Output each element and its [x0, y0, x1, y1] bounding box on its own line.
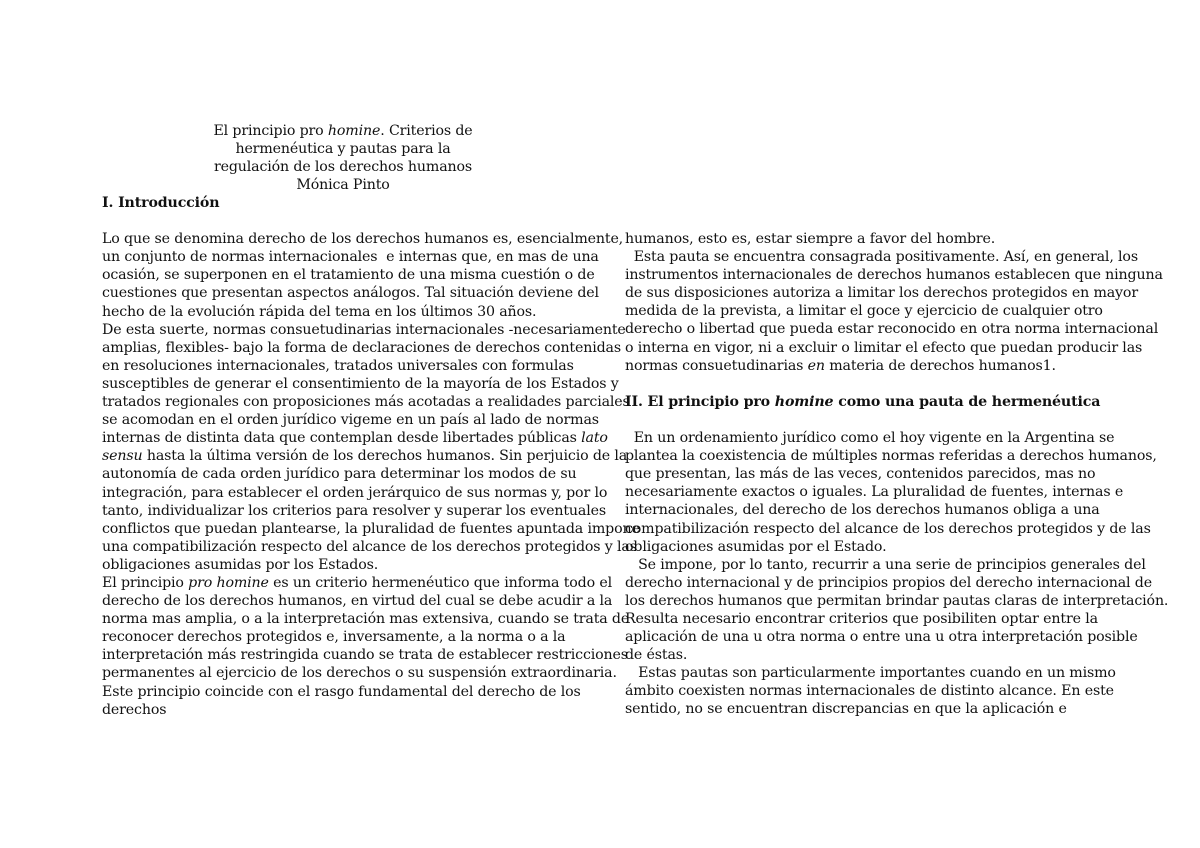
heading-text: como una pauta de hermenéutica [833, 393, 1101, 410]
text-line: Se impone, por lo tanto, recurrir a una serie de principios generales del [625, 556, 1146, 573]
paragraph-block [625, 429, 1169, 719]
document-title-block [200, 122, 486, 194]
blank-line [102, 212, 580, 230]
text-line: De esta suerte, normas consuetudinarias internacionales -necesariamente [102, 321, 626, 338]
text-line: derecho de los derechos humanos, en virtud del cual se debe acudir a la [102, 593, 613, 610]
text-line: derecho internacional y de principios propios del derecho internacional de [625, 574, 1152, 591]
text-line: obligaciones asumidas por el Estado. [625, 538, 887, 555]
text-line: autonomía de cada orden jurídico para determinar los modos de su [102, 466, 577, 483]
italic-text: en [807, 357, 825, 374]
title-text: El principio pro [213, 123, 328, 139]
text-span: es un criterio hermenéutico que informa todo el [268, 574, 612, 591]
text-line: conflictos que puedan plantearse, la pluralidad de fuentes apuntada impone [102, 520, 640, 537]
italic-text: lato [581, 430, 608, 447]
text-line: aplicación de una u otra norma o entre una u otra interpretación posible [625, 629, 1138, 646]
paragraph-block [102, 592, 630, 719]
text-line: internacionales, del derecho de los derechos humanos obliga a una [625, 502, 1100, 519]
italic-text: pro homine [188, 574, 269, 591]
text-line: necesariamente exactos o iguales. La pluralidad de fuentes, internas e [625, 484, 1124, 501]
text-line: norma mas amplia, o a la interpretación mas extensiva, cuando se trata de [102, 611, 630, 628]
text-line: derecho o libertad que pueda estar reconocido en otra norma internacional [625, 321, 1159, 338]
title-italic-text: homine [327, 123, 381, 139]
text-line: amplias, flexibles- bajo la forma de declaraciones de derechos contenidas [102, 339, 621, 356]
text-line: sentido, no se encuentran discrepancias en que la aplicación e [625, 701, 1067, 718]
text-line: Esta pauta se encuentra consagrada positivamente. Así, en general, los [625, 249, 1138, 266]
text-line: instrumentos internacionales de derechos humanos establecen que ninguna [625, 267, 1163, 284]
text-line: integración, para establecer el orden jerárquico de sus normas y, por lo [102, 484, 608, 501]
text-line [102, 447, 628, 465]
text-span: El principio [102, 574, 189, 591]
text-line: o interna en vigor, ni a excluir o limitar el efecto que puedan producir las [625, 339, 1143, 356]
text-line: cuestiones que presentan aspectos análogos. Tal situación deviene del [102, 285, 599, 302]
paragraph-block [102, 230, 630, 429]
text-line: Resulta necesario encontrar criterios que posibiliten optar entre la [625, 610, 1098, 627]
text-line: reconocer derechos protegidos e, inversamente, a la norma o a la [102, 629, 566, 646]
paragraph-block [102, 465, 640, 574]
text-line: interpretación más restringida cuando se trata de establecer restricciones [102, 647, 628, 664]
text-line: tanto, individualizar los criterios para resolver y superar los eventuales [102, 502, 606, 519]
text-line [625, 357, 1103, 375]
text-line: en resoluciones internacionales, tratados universales con formulas [102, 357, 574, 374]
right-column [625, 230, 1169, 719]
text-line: En un ordenamiento jurídico como el hoy vigente en la Argentina se [625, 430, 1115, 447]
text-line: que presentan, las más de las veces, contenidos parecidos, mas no [625, 466, 1096, 483]
text-line: una compatibilización respecto del alcance de los derechos protegidos y las [102, 538, 637, 555]
heading-italic-text: homine [774, 393, 834, 410]
text-line: los derechos humanos que permitan brindar pautas claras de interpretación. [625, 592, 1169, 609]
text-line [102, 574, 612, 592]
text-line: humanos, esto es, estar siempre a favor del hombre. [625, 231, 996, 247]
italic-text: sensu [102, 448, 143, 465]
text-line: medida de la prevista, a limitar el goce y ejercicio de cualquier otro [625, 303, 1103, 320]
section-heading-introduccion: I. Introducción [102, 195, 220, 211]
text-line: tratados regionales con proposiciones más acotadas a realidades parciales [102, 394, 630, 411]
document-title-line-3: regulación de los derechos humanos [213, 159, 473, 176]
text-line: obligaciones asumidas por los Estados. [102, 556, 379, 573]
paragraph-block [625, 230, 1163, 357]
text-line: ocasión, se superponen en el tratamiento de una misma cuestión o de [102, 267, 595, 284]
text-span: hasta la última versión de los derechos humanos. Sin perjuicio de la [142, 448, 628, 465]
title-text: . Criterios de [380, 123, 473, 139]
text-span: internas de distinta data que contemplan desde libertades públicas [102, 430, 582, 447]
text-line: de éstas. [625, 647, 688, 664]
document-author: Mónica Pinto [296, 177, 390, 194]
document-title-line-2: hermenéutica y pautas para la [235, 141, 451, 158]
text-line: plantea la coexistencia de múltiples normas referidas a derechos humanos, [625, 448, 1157, 465]
text-line: se acomodan en el orden jurídico vigeme en un país al lado de normas [102, 412, 599, 429]
text-line: Estas pautas son particularmente importantes cuando en un mismo [625, 665, 1116, 682]
text-line: de sus disposiciones autoriza a limitar los derechos protegidos en mayor [625, 285, 1138, 302]
text-line: derechos [102, 701, 167, 718]
text-line: compatibilización respecto del alcance de los derechos protegidos y de las [625, 520, 1151, 537]
text-line: permanentes al ejercicio de los derechos o su suspensión extraordinaria. [102, 665, 617, 682]
blank-line [625, 375, 1103, 393]
text-line: hecho de la evolución rápida del tema en los últimos 30 años. [102, 303, 537, 320]
text-line: Lo que se denomina derecho de los derechos humanos es, esencialmente, [102, 231, 624, 248]
heading-text: II. El principio pro [625, 393, 775, 410]
text-span: materia de derechos humanos1. [824, 357, 1056, 374]
text-span: normas consuetudinarias [625, 357, 808, 374]
left-column [102, 194, 640, 719]
text-line: ámbito coexisten normas internacionales de distinto alcance. En este [625, 683, 1114, 700]
document-title-line-1 [200, 122, 486, 140]
text-line: un conjunto de normas internacionales e internas que, en mas de una [102, 249, 599, 266]
text-line [102, 429, 608, 447]
section-heading-principio-pro-homine [625, 393, 1103, 411]
text-line: Este principio coincide con el rasgo fundamental del derecho de los [102, 683, 581, 700]
text-line: susceptibles de generar el consentimiento de la mayoría de los Estados y [102, 375, 619, 392]
blank-line [625, 411, 1103, 429]
